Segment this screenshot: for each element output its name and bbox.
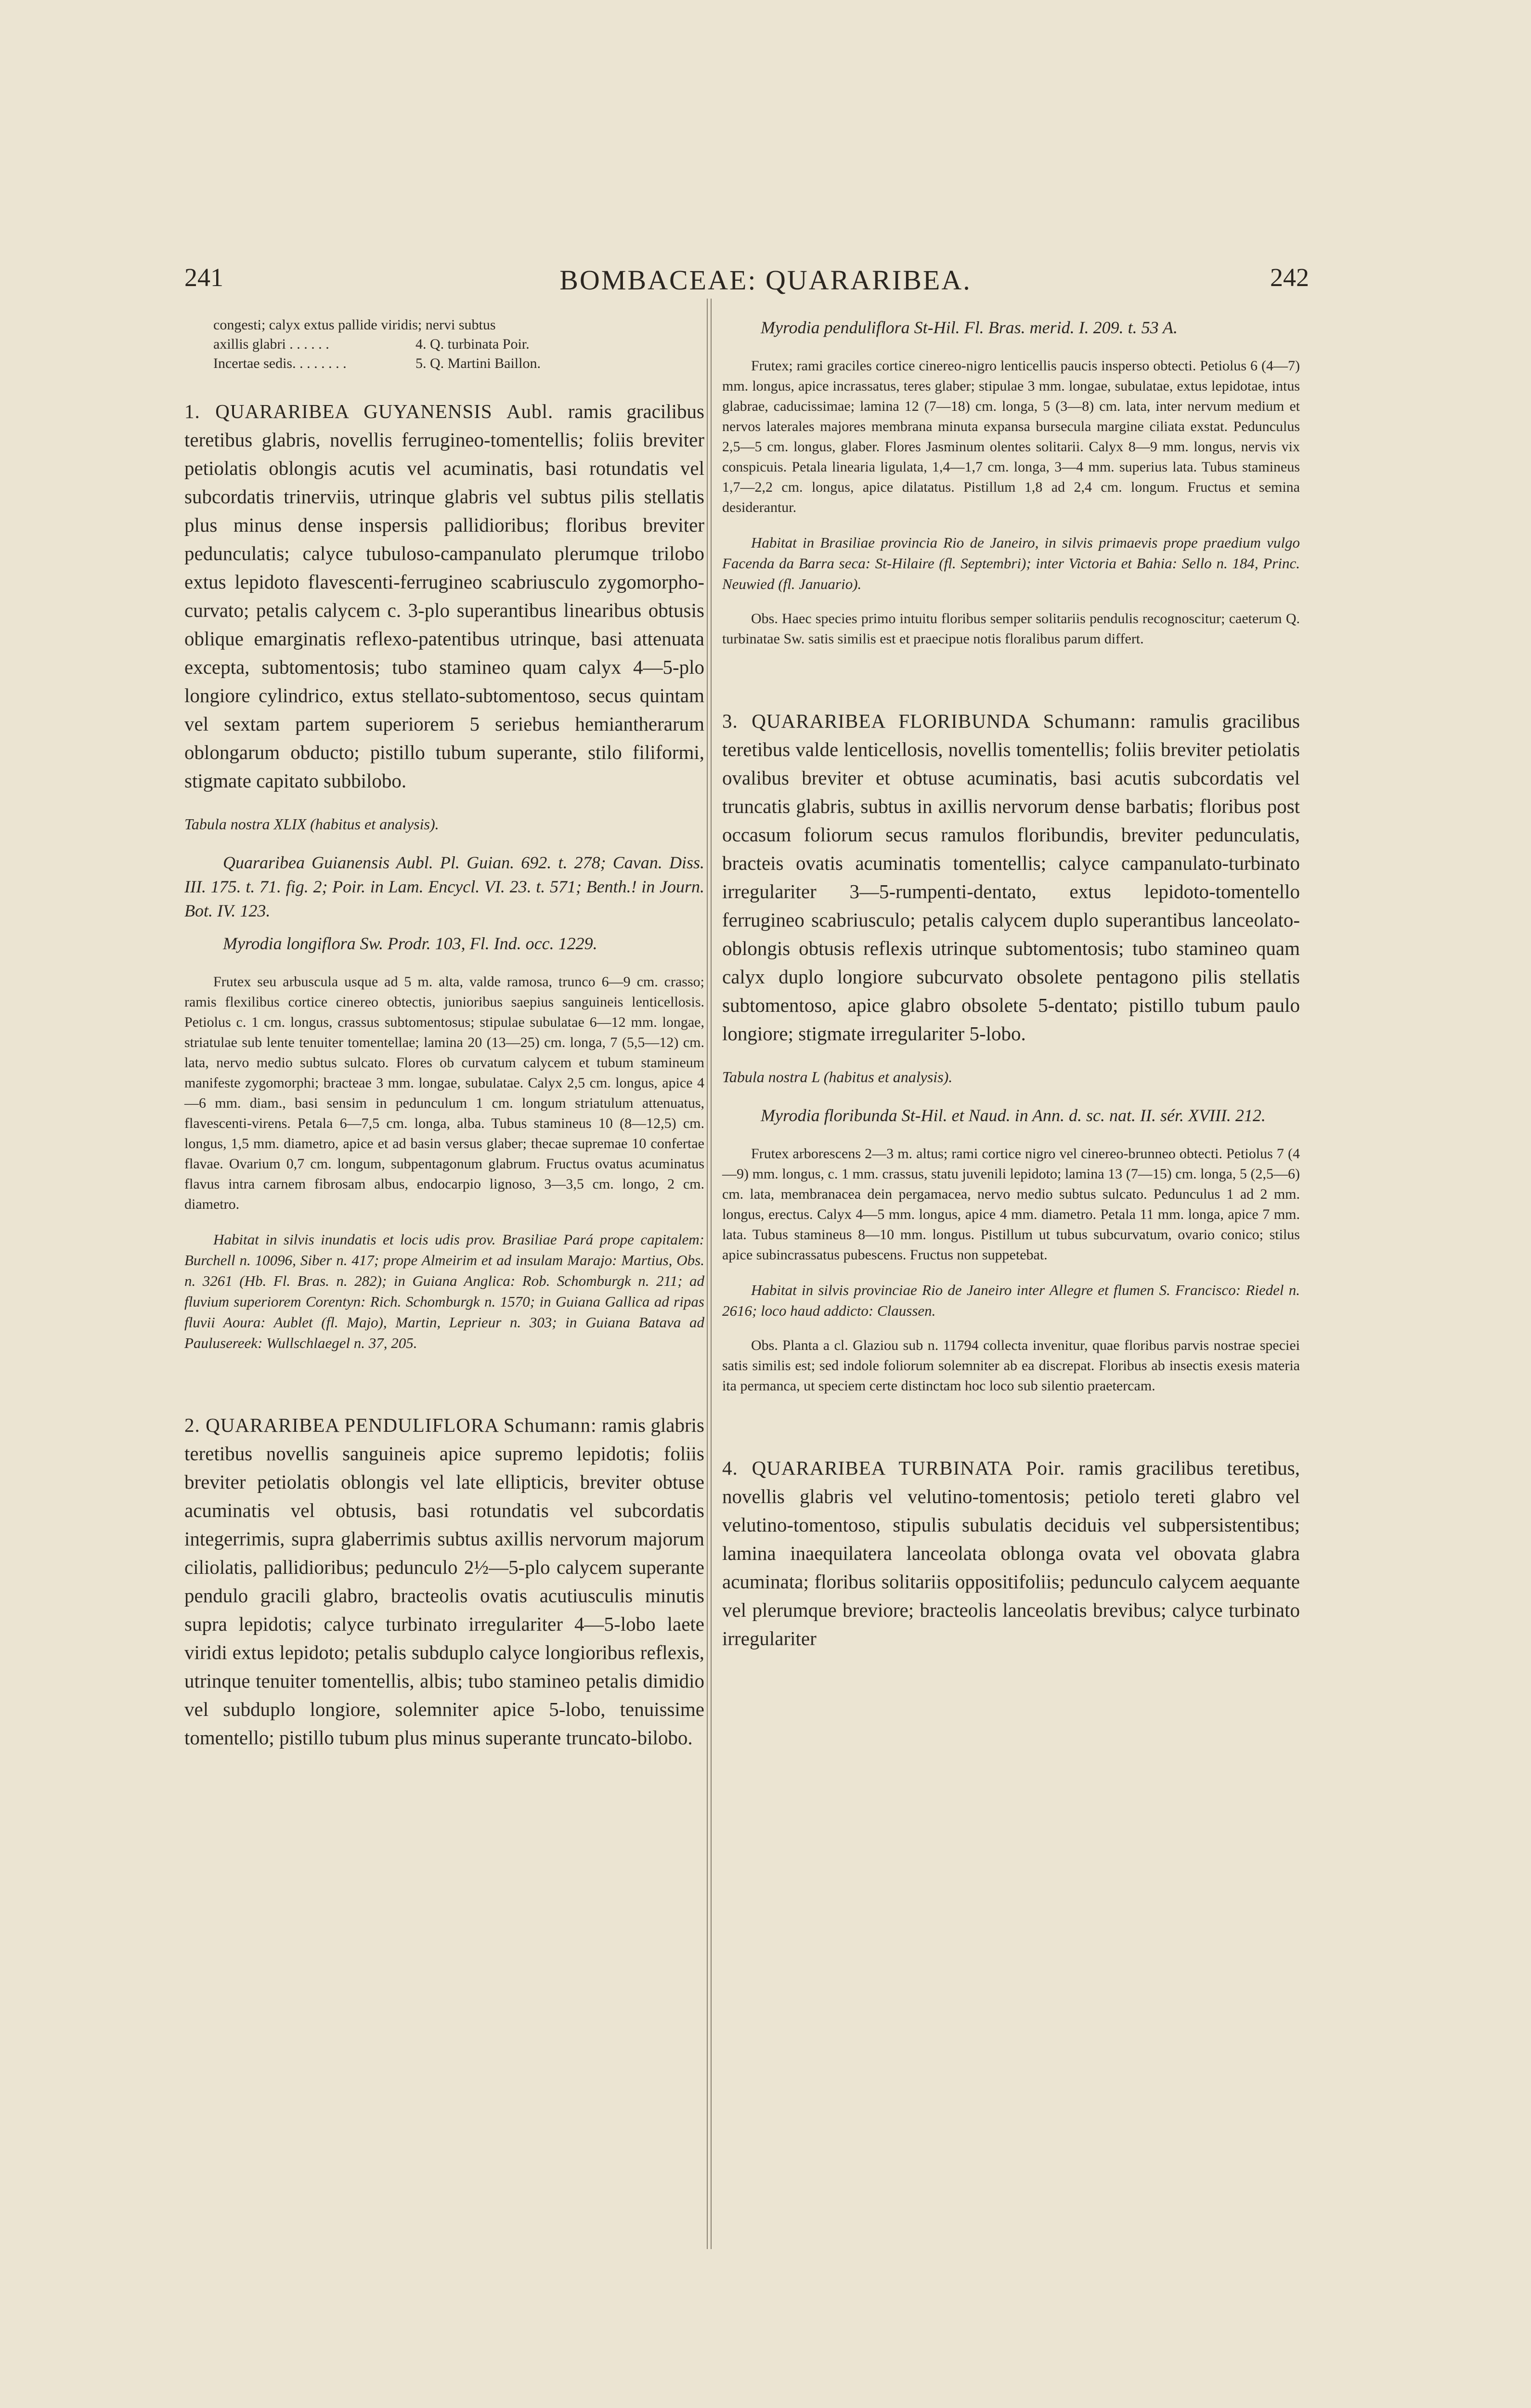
page-number-left: 241 [184, 263, 223, 292]
species-2-diagnosis [184, 1411, 704, 1752]
species-3-diagnosis [722, 707, 1300, 1048]
spacer [722, 649, 1300, 683]
page-number-right: 242 [1270, 263, 1309, 292]
key-line: congesti; calyx extus pallide viridis; nervi subtus [213, 317, 496, 333]
species-key [184, 315, 704, 373]
species-1-tabula: Tabula nostra XLIX (habitus et analysis). [184, 815, 439, 833]
species-2-synonym: Myrodia penduliflora St-Hil. Fl. Bras. merid. I. 209. t. 53 A. [761, 318, 1178, 337]
spacer [722, 1396, 1300, 1430]
species-1-synonym: Quararibea Guianensis Aubl. Pl. Guian. 692. t. 278; Cavan. Diss. III. 175. t. 71. fig. 2; Poir. in Lam. Encycl. VI. 23. t. 571; Benth.! in Journ. Bot. IV. 123. [184, 853, 704, 920]
column-divider [707, 299, 708, 2249]
species-1-synonym: Myrodia longiflora Sw. Prodr. 103, Fl. Ind. occ. 1229. [223, 934, 597, 953]
species-heading: 2. QUARARIBEA PENDULIFLORA Schumann: [184, 1414, 597, 1436]
key-row [213, 335, 704, 354]
species-heading: 4. QUARARIBEA TURBINATA Poir. [722, 1457, 1065, 1479]
column-divider-2 [711, 299, 712, 2249]
species-heading: 1. QUARARIBEA GUYANENSIS Aubl. [184, 400, 554, 422]
left-column [184, 315, 704, 1752]
species-text: ramis glabris teretibus novellis sanguineis apice supremo lepidotis; foliis breviter petiolatis oblongis vel late ellipticis, breviter obtuse acuminatis vel obtusis, basi rotundatis vel subcordatis integerrimis, supra glaberrimis subtus axillis nervorum majorum ciliolatis, pallidioribus; pedunculo 2½—5-plo calycem superante pendulo gracili glabro, bracteolis ovatis acutiusculis minutis supra lepidotis; calyce turbinato irregulariter 4—5-lobo laete viridi extus lepidoto; petalis subduplo calyce longioribus reflexis, utrinque tenuiter tomentellis, albis; tubo stamineo petalis dimidio vel subduplo longiore, solemniter apice 5-lobo, tenuissime tomentello; pistillo tubum plus minus superante truncato-bilobo. [184, 1414, 704, 1749]
species-text: ramis gracilibus teretibus, novellis glabris vel velutino-tomentosis; petiolo tereti glabro vel velutino-tomentoso, stipulis subulatis deciduis vel subpersistentibus; lamina inaequilatera lanceolata oblonga ovata vel obovata glabra acuminata; floribus solitariis oppositifoliis; pedunculo calycem aequante vel plerumque breviore; bracteolis lanceolatis brevibus; calyce turbinato irregulariter [722, 1457, 1300, 1649]
species-4-diagnosis [722, 1454, 1300, 1653]
species-1-diagnosis [184, 397, 704, 795]
species-3-observation: Obs. Planta a cl. Glaziou sub n. 11794 collecta invenitur, quae floribus parvis nostrae speciei satis similis est; sed indole foliorum solemniter ab ea discrepat. Floribus ab insectis exesis materia ita permanca, ut speciem certe distinctam hoc loco sub silentio praetercam. [722, 1337, 1300, 1394]
key-text: Incertae sedis. . . . . . . . [213, 355, 347, 371]
key-text: axillis glabri . . . . . . [213, 336, 329, 352]
species-3-synonym: Myrodia floribunda St-Hil. et Naud. in Ann. d. sc. nat. II. sér. XVIII. 212. [761, 1106, 1266, 1125]
species-3-description: Frutex arborescens 2—3 m. altus; rami cortice nigro vel cinereo-brunneo obtecti. Petiolus 7 (4—9) mm. longus, c. 1 mm. crassus, statu juvenili lepidoto; lamina 13 (7—15) cm. longa, 5 (2,5—6) cm. lata, membranacea dein pergamacea, nervo medio subtus sulcato. Pedunculus 1 ad 2 mm. longus, erectus. Calyx 4—5 mm. longus, apice 4 mm. diametro. Petala 11 mm. longa, apice 7 mm. lata. Tubus stamineus 8—10 mm. longus. Pistillum ut tubus subcurvatum, ovario conico; stilus apice subincrassatus pubescens. Fructus non suppetebat. [722, 1146, 1300, 1263]
species-heading: 3. QUARARIBEA FLORIBUNDA Schumann: [722, 710, 1137, 732]
species-text: ramulis gracilibus teretibus valde lenticellosis, novellis tomentellis; foliis breviter petiolatis ovalibus breviter et obtuse acuminatis, basi acutis subcordatis vel truncatis glabris, subtus in axillis nervorum dense barbatis; floribus post occasum foliorum secus ramulos floribundis, breviter pedunculatis, bracteis ovatis acuminatis tomentellis; calyce campanulato-turbinato irregulariter 3—5-rumpenti-dentato, extus lepidoto-tomentello ferrugineo scabriusculo; petalis calycem duplo superantibus lanceolato-oblongis obtusis reflexis utrinque subtomentosis; tubo stamineo quam calyx duplo longiore subcurvato obsolete pentagono pilis stellatis subtomentoso, apice glabro obsolete 5-dentato; pistillo tubum paulo longiore; stigmate irregulariter 5-lobo. [722, 710, 1300, 1045]
key-row [213, 354, 704, 373]
species-1-habitat: Habitat in silvis inundatis et locis udis prov. Brasiliae Pará prope capitalem: Burchell n. 10096, Siber n. 417; prope Almeirim et ad insulam Marajo: Martius, Obs. n. 3261 (Hb. Fl. Bras. n. 282); in Guiana Anglica: Rob. Schomburgk n. 211; ad fluvium superiorem Corentyn: Rich. Schomburgk n. 1570; in Guiana Gallica ad ripas fluvii Aoura: Aublet (fl. Majo), Martin, Leprieur n. 303; in Guiana Batava ad Paulusereek: Wullschlaegel n. 37, 205. [184, 1231, 704, 1351]
species-2-description: Frutex; rami graciles cortice cinereo-nigro lenticellis paucis insperso obtecti. Petiolus 6 (4—7) mm. longus, apice incrassatus, teres glaber; stipulae 3 mm. longae, subulatae, extus lepidotae, intus glabrae, caducissimae; lamina 12 (7—18) cm. longa, 5 (3—8) cm. lata, inter nervum medium et nervos laterales majores membrana minuta expansa bursecula margine ciliata exstat. Pedunculus 2,5—5 cm. longus, glaber. Flores Jasminum olentes solitarii. Calyx 8—9 mm. longus, nervis vix conspicuis. Petala linearia ligulata, 1,4—1,7 cm. longa, 3—4 mm. superius lata. Tubus stamineus 1,7—2,2 cm. longus, apice dilatatus. Pistillum 1,8 ad 2,4 cm. longum. Fructus et semina desiderantur. [722, 358, 1300, 515]
key-ref: 4. Q. turbinata Poir. [415, 336, 530, 352]
species-2-habitat: Habitat in Brasiliae provincia Rio de Janeiro, in silvis primaevis prope praedium vulgo Facenda da Barra seca: St-Hilaire (fl. Septembri); inter Victoria et Bahia: Sello n. 184, Princ. Neuwied (fl. Januario). [722, 534, 1300, 592]
species-text: ramis gracilibus teretibus glabris, novellis ferrugineo-tomentellis; foliis breviter petiolatis oblongis acutis vel acuminatis, basi rotundatis vel subcordatis trinerviis, utrinque glabris vel subtus pilis stellatis plus minus dense inspersis pallidioribus; floribus breviter pedunculatis; calyce tubuloso-campanulato plerumque trilobo extus lepidoto flavescenti-ferrugineo scabriusculo zygomorpho-curvato; petalis calycem c. 3-plo superantibus linearibus obtusis oblique emarginatis reflexo-patentibus utrinque, basi attenuata excepta, subtomentosis; tubo stamineo quam calyx 4—5-plo longiore cylindrico, extus stellato-subtomentoso, secus quintam vel sextam partem superiorem 5 seriebus hemiantherarum oblongarum obducto; pistillo tubum superante, stilo filiformi, stigmate capitato subbilobo. [184, 400, 704, 792]
species-2-observation: Obs. Haec species primo intuitu floribus semper solitariis pendulis recognoscitur; caeterum Q. turbinatae Sw. satis similis est et praecipue notis floralibus parum differt. [722, 611, 1300, 647]
spacer [184, 1353, 704, 1387]
species-3-tabula: Tabula nostra L (habitus et analysis). [722, 1068, 953, 1086]
species-1-description: Frutex seu arbuscula usque ad 5 m. alta, valde ramosa, trunco 6—9 cm. crasso; ramis flexilibus cortice cinereo obtectis, junioribus saepius sanguineis lenticellosis. Petiolus c. 1 cm. longus, crassus subtomentosus; stipulae subulatae 6—12 mm. longae, striatulae sub lente tenuiter tomentellae; lamina 20 (13—25) cm. longa, 7 (5,5—12) cm. lata, nervo medio subtus sulcato. Flores ob curvatum calycem et tubum stamineum manifeste zygomorphi; bracteae 3 mm. longae, subulatae. Calyx 2,5 cm. longus, apice 4—6 mm. diam., basi sensim in pedunculum 1 cm. longum striatulum attenuatus, flavescenti-virens. Petala 6—7,5 cm. longa, alba. Tubus stamineus 10 (8—12,5) cm. longus, 1,5 mm. diametro, apice et ad basin versus glaber; thecae supremae 10 confertae flavae. Ovarium 0,7 cm. longum, subpentagonum glabrum. Fructus ovatus acuminatus flavus intra carnem fibrosam albus, endocarpio lignoso, 3—3,5 cm. longo, 2 cm. diametro. [184, 974, 704, 1212]
running-title: BOMBACEAE: QUARARIBEA. [559, 264, 972, 296]
species-3-habitat: Habitat in silvis provinciae Rio de Janeiro inter Allegre et flumen S. Francisco: Riedel n. 2616; loco haud addicto: Claussen. [722, 1282, 1300, 1319]
key-ref: 5. Q. Martini Baillon. [415, 355, 541, 371]
right-column [722, 315, 1300, 1653]
